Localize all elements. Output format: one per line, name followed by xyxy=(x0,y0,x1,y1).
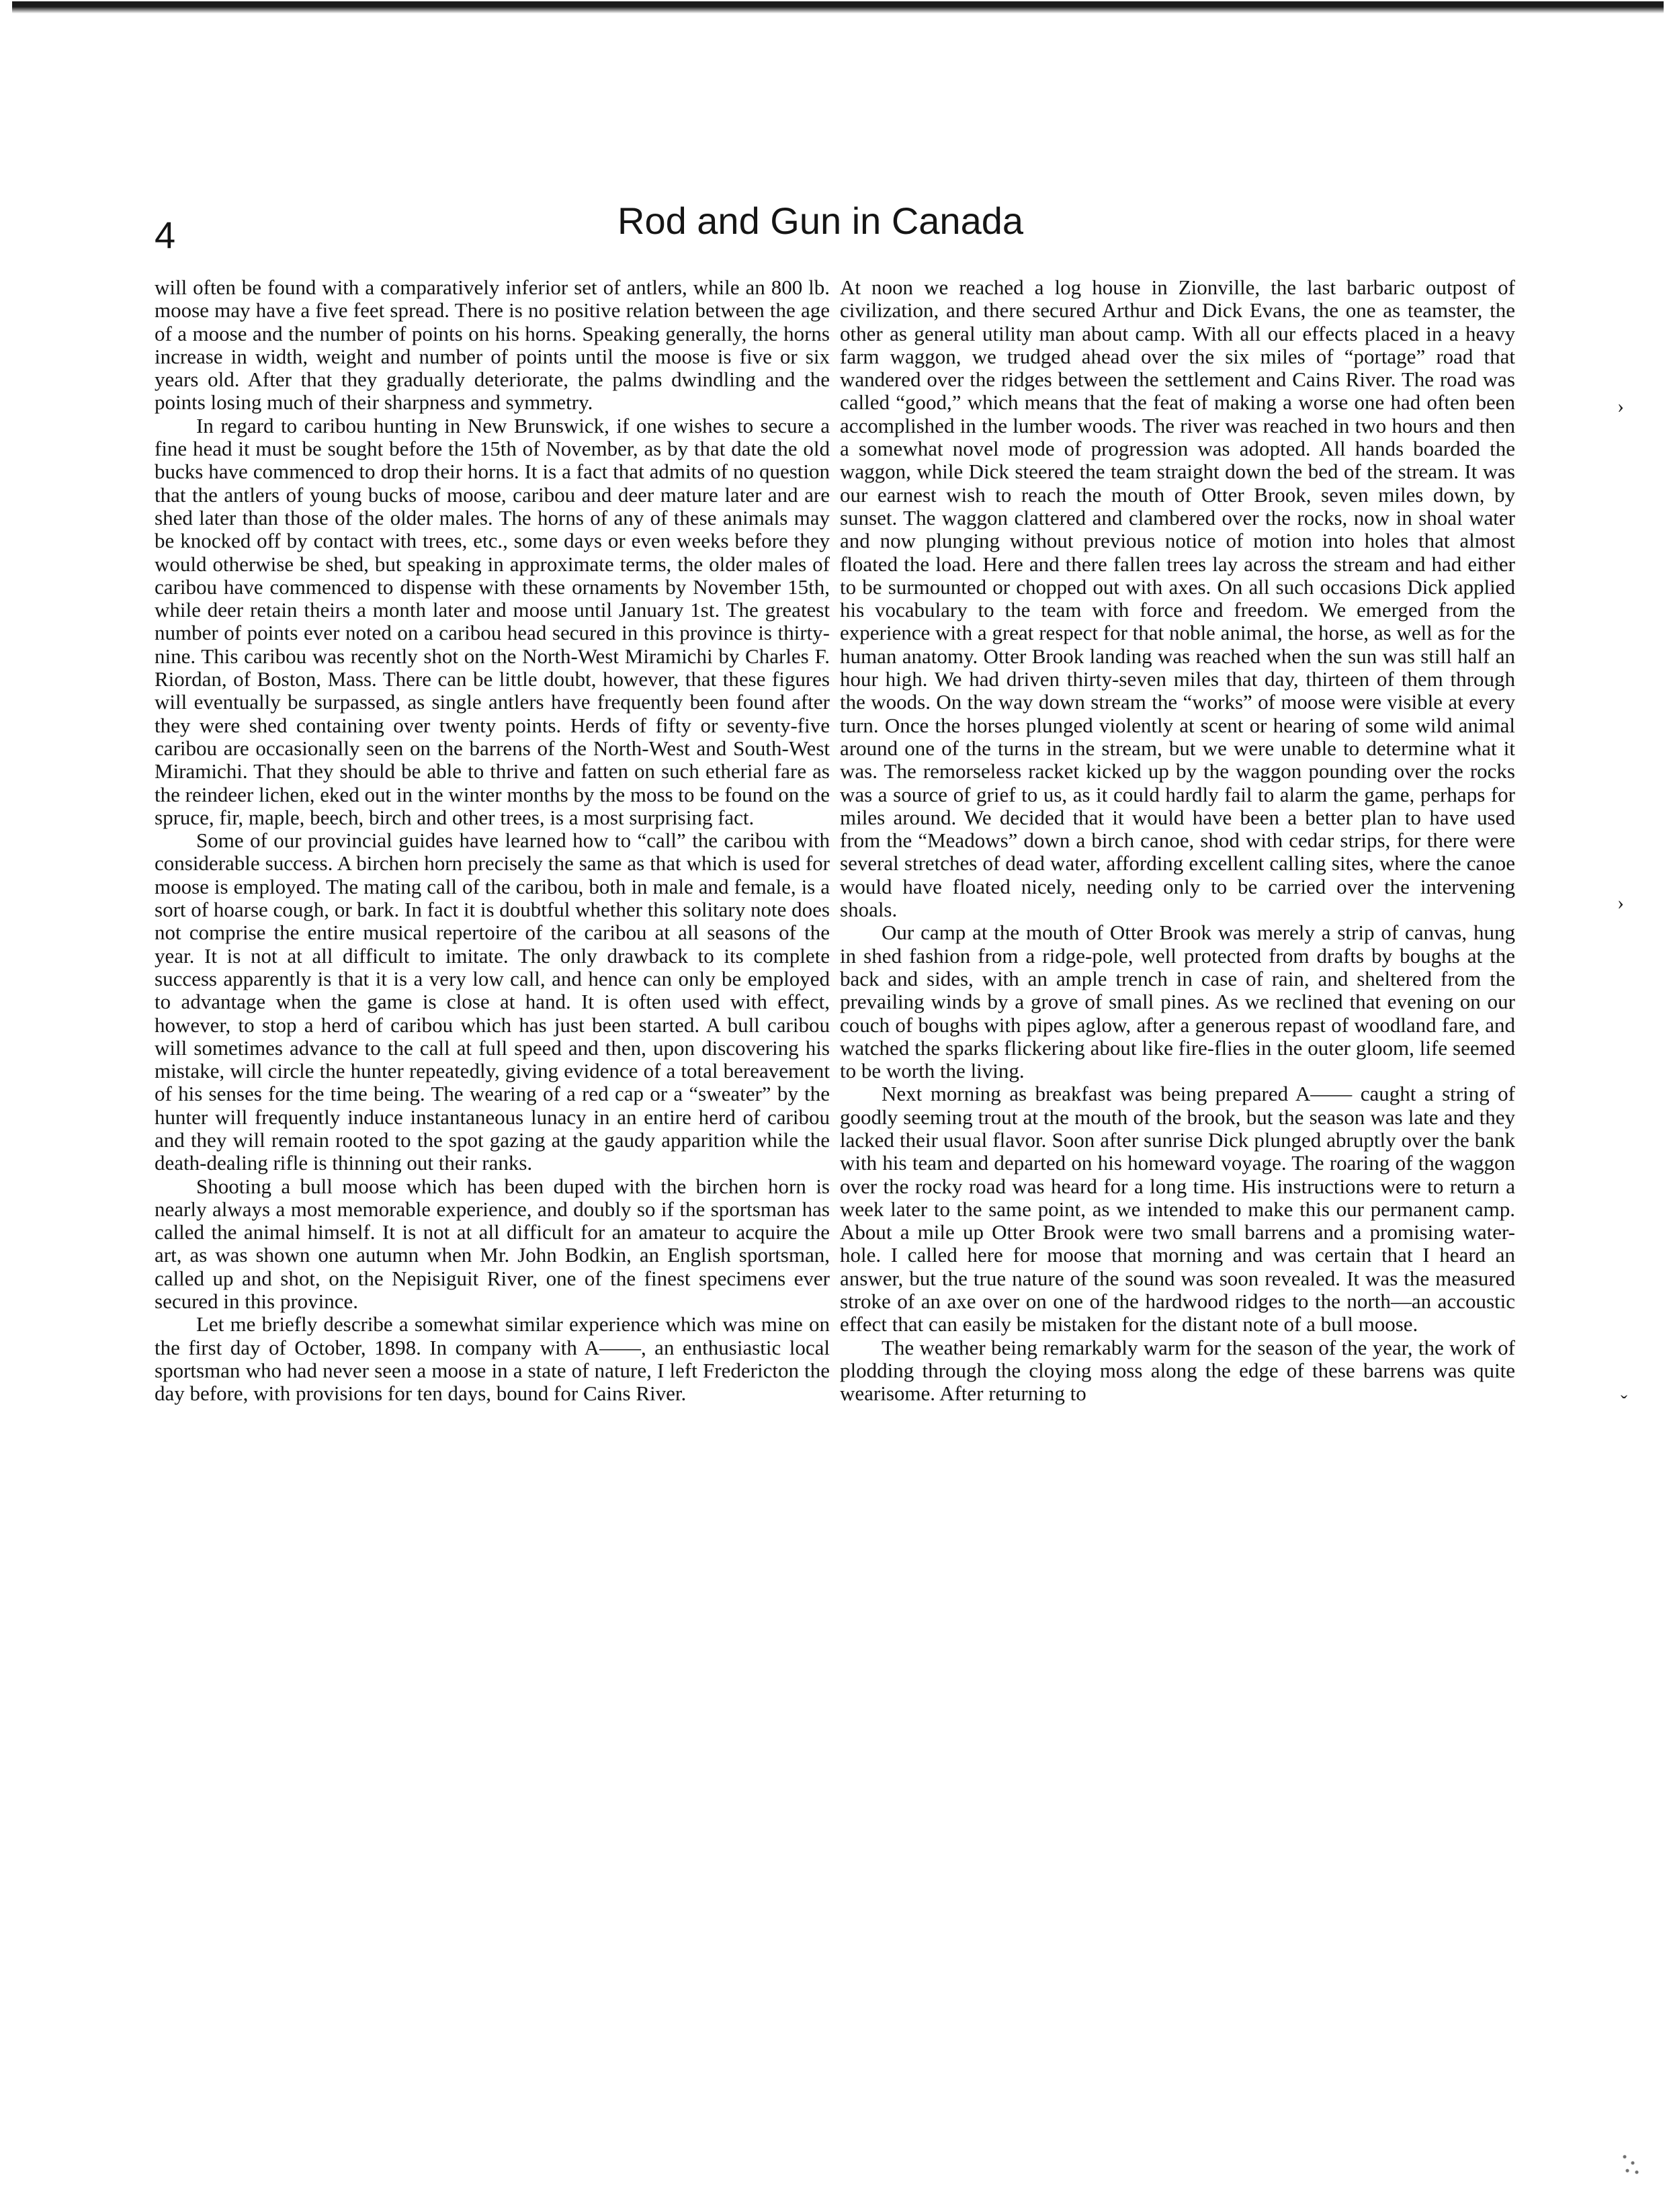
margin-mark: ˇ xyxy=(1621,1392,1627,1414)
paragraph: will often be found with a comparatively inferior set of antlers, while an 800 lb. moose may have a five feet spread. There is no positive relation between the age of a moose and the number of points on his horns. Speaking generally, the horns increase in width, weight and number of points until the moose is five or six years old. After that they gradually deteriorate, the palms dwindling and the points losing much of their sharpness and symmetry. xyxy=(155,275,830,415)
page-number: 4 xyxy=(155,214,176,256)
paragraph: Shooting a bull moose which has been duped with the birchen horn is nearly always a most memorable experience, and doubly so if the sportsman has called the animal himself. It is not at all difficult for an amateur to acquire the art, as was shown one autumn when Mr. John Bodkin, an English sportsman, called up and shot, on the Nepisiguit River, one of the finest specimens ever secured in this province. xyxy=(155,1174,830,1314)
paragraph: In regard to caribou hunting in New Brunswick, if one wishes to secure a fine head it must be sought before the 15th of November, as by that date the old bucks have commenced to drop their horns. It is a fact that admits of no question that the antlers of young bucks of moose, caribou and deer mature later and are shed later than those of the older males. The horns of any of these animals may be knocked off by contact with trees, etc., some days or even weeks before they would otherwise be shed, but speaking in approximate terms, the older males of caribou have commenced to dispense with these ornaments by November 15th, while deer retain theirs a month later and moose until January 1st. The greatest number of points ever noted on a caribou head secured in this province is thirty-nine. This caribou was recently shot on the North-West Miramichi by Charles F. Riordan, of Boston, Mass. There can be little doubt, however, that these figures will eventually be surpassed, as single antlers have frequently been found after they were shed containing over twenty points. Herds of fifty or seventy-five caribou are occasionally seen on the barrens of the North-West and South-West Miramichi. That they should be able to thrive and fatten on such etherial fare as the reindeer lichen, eked out in the winter months by the moss to be found on the spruce, fir, maple, beech, birch and other trees, is a most surprising fact. xyxy=(155,413,830,829)
scan-speck xyxy=(1617,2147,1643,2178)
left-column xyxy=(155,276,830,1406)
paragraph: At noon we reached a log house in Zionville, the last barbaric outpost of civilization, and there secured Arthur and Dick Evans, the one as teamster, the other as general utility man about camp. With all our effects placed in a heavy farm waggon, we trudged ahead over the six miles of “portage” road that wandered over the ridges between the settlement and Cains River. The road was called “good,” which means that the feat of making a worse one had often been accomplished in the lumber woods. The river was reached in two hours and then a somewhat novel mode of progression was adopted. All hands boarded the waggon, while Dick steered the team straight down the bed of the stream. It was our earnest wish to reach the mouth of Otter Brook, seven miles down, by sunset. The waggon clattered and clambered over the rocks, now in shoal water and now plunging without previous notice of motion into holes that almost floated the load. Here and there fallen trees lay across the stream and had either to be surmounted or chopped out with axes. On all such occasions Dick applied his vocabulary to the team with force and freedom. We emerged from the experience with a great respect for that noble animal, the horse, as well as for the human anatomy. Otter Brook landing was reached when the sun was still half an hour high. We had driven thirty-seven miles that day, thirteen of them through the woods. On the way down stream the “works” of moose were visible at every turn. Once the horses plunged violently at scent or hearing of some wild animal around one of the turns in the stream, but we were unable to determine what it was. The remorseless racket kicked up by the waggon pounding over the rocks was a source of grief to us, as it could hardly fail to alarm the game, perhaps for miles around. We decided that it would have been a better plan to have used from the “Meadows” down a birch canoe, shod with cedar strips, for there were several stretches of dead water, affording excellent calling sites, where the canoe would have floated nicely, needing only to be carried over the intervening shoals. xyxy=(840,275,1515,922)
paragraph: Let me briefly describe a somewhat similar experience which was mine on the first day of October, 1898. In company with A——, an enthusiastic local sportsman who had never seen a moose in a state of nature, I left Fredericton the day before, with provisions for ten days, bound for Cains River. xyxy=(155,1312,830,1406)
paragraph: Our camp at the mouth of Otter Brook was merely a strip of canvas, hung in shed fashion from a ridge-pole, well protected from drafts by boughs at the back and sides, with an ample trench in case of rain, and sheltered from the prevailing winds by a grove of small pines. As we reclined that evening on our couch of boughs with pipes aglow, after a generous repast of woodland fare, and watched the sparks flickering about like fire-flies in the outer gloom, life seemed to be worth the living. xyxy=(840,921,1515,1083)
paragraph: The weather being remarkably warm for the season of the year, the work of plodding through the cloying moss along the edge of these barrens was quite wearisome. After returning to xyxy=(840,1335,1515,1406)
top-rule xyxy=(12,1,1664,13)
paragraph: Some of our provincial guides have learned how to “call” the caribou with considerable success. A birchen horn precisely the same as that which is used for moose is employed. The mating call of the caribou, both in male and female, is a sort of hoarse cough, or bark. In fact it is doubtful whether this solitary note does not comprise the entire musical repertoire of the caribou at all seasons of the year. It is not at all difficult to imitate. The only drawback to its complete success apparently is that it is a very low call, and hence can only be employed to advantage when the game is close at hand. It is often used with effect, however, to stop a herd of caribou which has just been started. A bull caribou will sometimes advance to the call at full speed and then, upon discovering his mistake, will circle the hunter repeatedly, giving evidence of a total bereavement of his senses for the time being. The wearing of a red cap or a “sweater” by the hunter will frequently induce instantaneous lunacy in an entire herd of caribou and they will remain rooted to the spot gazing at the gaudy apparition while the death-dealing rifle is thinning out their ranks. xyxy=(155,828,830,1175)
page-title: Rod and Gun in Canada xyxy=(617,200,1023,242)
paragraph: Next morning as breakfast was being prepared A—— caught a string of goodly seeming trout at the mouth of the brook, but the season was late and they lacked their usual flavor. Soon after sunrise Dick plunged abruptly over the bank with his team and departed on his homeward voyage. The roaring of the waggon over the rocky road was heard for a long time. His instructions were to return a week later to the same point, as we intended to make this our permanent camp. About a mile up Otter Brook were two small barrens and a promising water-hole. I called here for moose that morning and was certain that I heard an answer, but the true nature of the sound was soon revealed. It was the measured stroke of an axe over on one of the hardwood ridges to the north—an accoustic effect that can easily be mistaken for the distant note of a bull moose. xyxy=(840,1082,1515,1336)
margin-mark: › xyxy=(1617,892,1624,914)
margin-mark: › xyxy=(1617,395,1624,417)
right-column xyxy=(840,276,1515,1406)
